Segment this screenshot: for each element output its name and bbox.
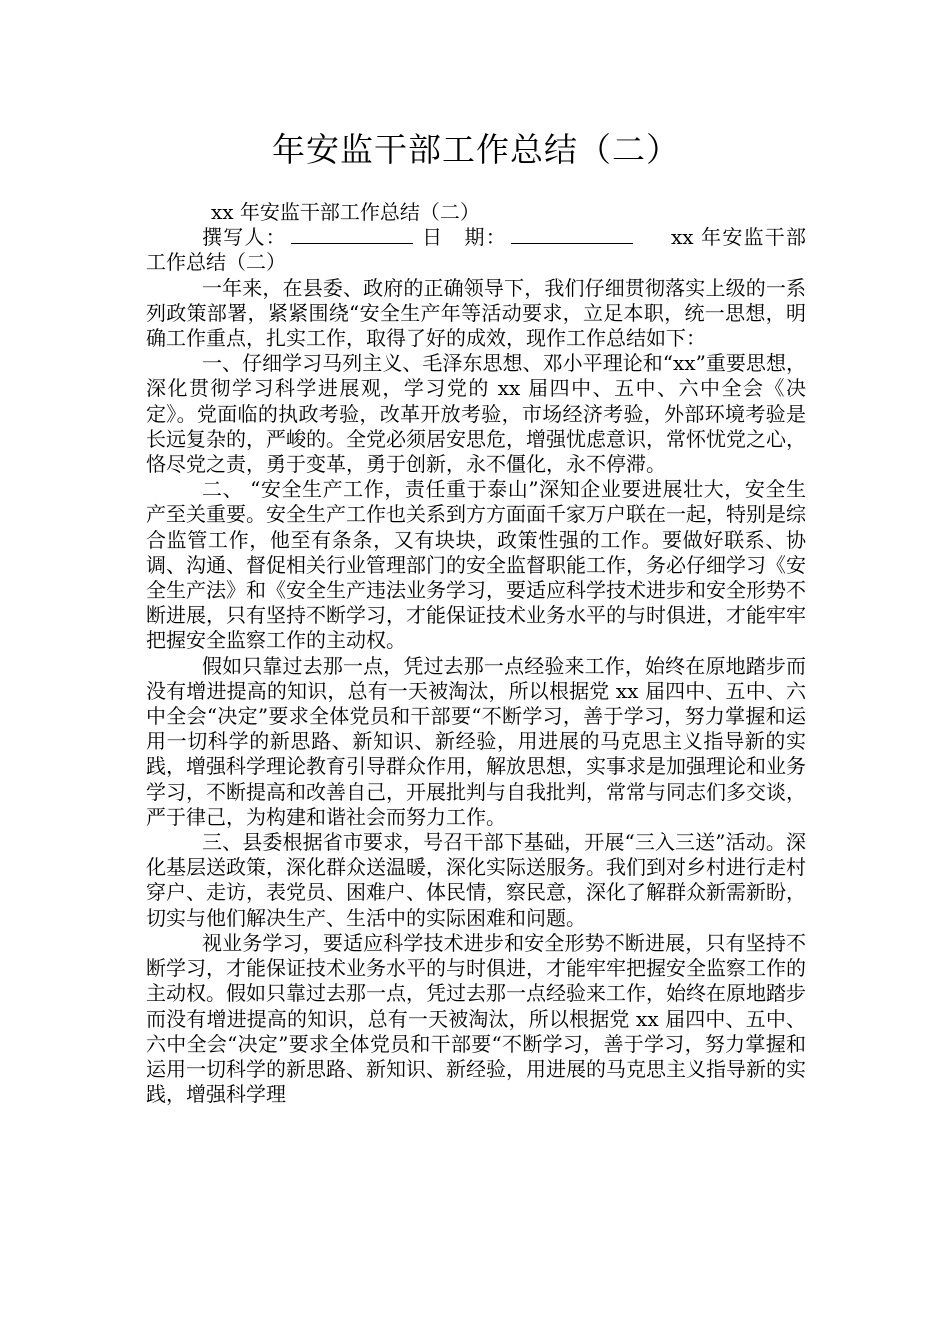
paragraph: 视业务学习，要适应科学技术进步和安全形势不断进展，只有坚持不断学习，才能保证技术业务水平的与时俱进，才能牢牢把握安全监察工作的主动权。假如只靠过去那一点，凭过去那一点经验来工作，始终在原地踏步而没有增进提高的知识，总有一天被淘汰，所以根据党 xx 届四中、五中、六中全会“决定”要求全体党员和干部要“不断学习，善于学习，努力掌握和运用一切科学的新思路、新知识、新经验，用进展的马克思主义指导新的实践，增强科学理	[146, 930, 806, 1107]
paragraph: 一年来，在县委、政府的正确领导下，我们仔细贯彻落实上级的一系列政策部署，紧紧围绕“安全生产年等活动要求，立足本职，统一思想，明确工作重点，扎实工作，取得了好的成效，现作工作总结如下：	[146, 275, 806, 351]
document-meta	[146, 225, 806, 275]
paragraph: 三、县委根据省市要求，号召干部下基础，开展“三入三送”活动。深化基层送政策，深化群众送温暖，深化实际送服务。我们到对乡村进行走村穿户、走访，表党员、困难户、体民情，察民意，深化了解群众新需新盼，切实与他们解决生产、生活中的实际困难和问题。	[146, 830, 806, 930]
document-title: 年安监干部工作总结（二）	[272, 130, 680, 169]
author-blank	[291, 226, 413, 244]
document-body	[146, 200, 806, 1107]
document-subtitle: xx 年安监干部工作总结（二）	[211, 200, 480, 224]
paragraph: 假如只靠过去那一点，凭过去那一点经验来工作，始终在原地踏步而没有增进提高的知识，总有一天被淘汰，所以根据党 xx 届四中、五中、六中全会“决定”要求全体党员和干部要“不断学习，善于学习，努力掌握和运用一切科学的新思路、新知识、新经验，用进展的马克思主义指导新的实践，增强科学理论教育引导群众作用，解放思想，实事求是加强理论和业务学习，不断提高和改善自己，开展批判与自我批判，常常与同志们多交谈，严于律己，为构建和谐社会而努力工作。	[146, 653, 806, 829]
paragraph: 一、仔细学习马列主义、毛泽东思想、邓小平理论和“xx”重要思想，深化贯彻学习科学进展观，学习党的 xx 届四中、五中、六中全会《决定》。党面临的执政考验，改革开放考验，市场经济考验，外部环境考验是长远复杂的，严峻的。全党必须居安思危，增强忧虑意识，常怀忧党之心，恪尽党之责，勇于变革，勇于创新，永不僵化，永不停滞。	[146, 351, 806, 477]
paragraph: 二、 “安全生产工作，责任重于泰山”深知企业要进展壮大，安全生产至关重要。安全生产工作也关系到方方面面千家万户联在一起，特别是综合监管工作，他至有条条，又有块块，政策性强的工作。要做好联系、协调、沟通、督促相关行业管理部门的安全监督职能工作，务必仔细学习《安全生产法》和《安全生产违法业务学习，要适应科学技术进步和安全形势不断进展，只有坚持不断学习，才能保证技术业务水平的与时俱进，才能牢牢把握安全监察工作的主动权。	[146, 477, 806, 653]
date-label: 日 期：	[420, 225, 507, 250]
author-label: 撰写人：	[202, 225, 287, 250]
meta-trailing-text: xx 年安监干部工作总结（二）	[146, 225, 807, 275]
date-blank	[511, 226, 633, 244]
